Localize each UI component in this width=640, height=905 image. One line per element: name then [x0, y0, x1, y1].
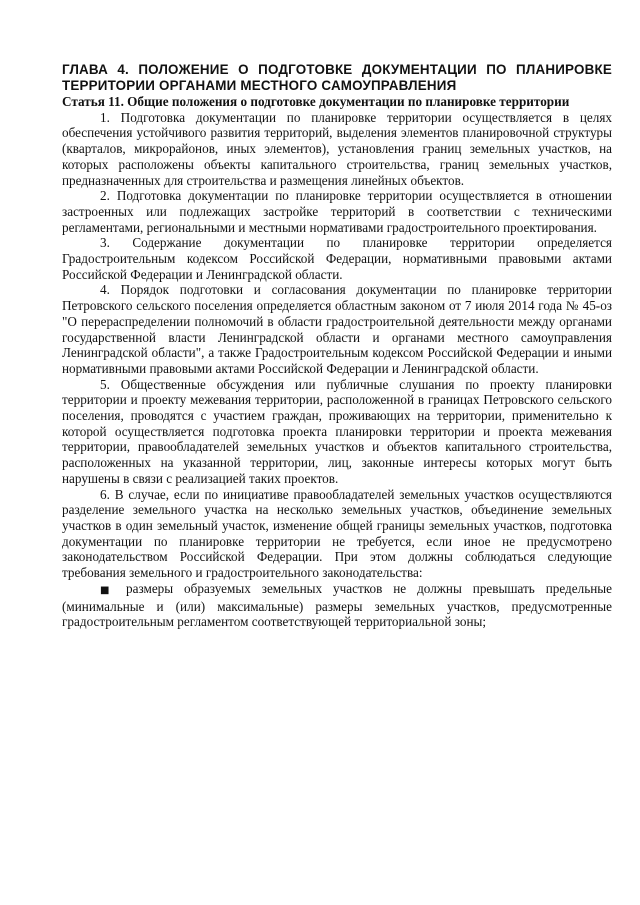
paragraph-5: 5. Общественные обсуждения или публичные слушания по проекту планировки территории и проекту межевания территории, расположенной в границах Петровского сельского поселения, проводятся с участием граждан, проживающих на территории, применительно к которой осуществляется подготовка проекта планировки территории и проекта межевания территории, правообладателей земельных участков и объектов капитального строительства, расположенных на указанной территории, лиц, законные интересы которых могут быть нарушены в связи с реализацией таких проектов.: [62, 376, 612, 486]
paragraph-2: 2. Подготовка документации по планировке территории осуществляется в отношении застроенных или подлежащих застройке территорий в соответствии с техническими регламентами, региональными и местными нормативами градостроительного проектирования.: [62, 188, 612, 235]
bullet-item-1: [62, 581, 612, 630]
paragraph-3: 3. Содержание документации по планировке территории определяется Градостроительным кодексом Российской Федерации, нормативными правовыми актами Российской Федерации и Ленинградской области.: [62, 235, 612, 282]
document-body: [62, 62, 612, 630]
article-title: Статья 11. Общие положения о подготовке документации по планировке территории: [62, 94, 570, 109]
paragraph-4: 4. Порядок подготовки и согласования документации по планировке территории Петровского сельского поселения определяется областным законом от 7 июля 2014 года № 45-оз "О перераспределении полномочий в области градостроительной деятельности между органами государственной власти Ленинградской области и органами местного самоуправления Ленинградской области", а также Градостроительным кодексом Российской Федерации и иными нормативными правовыми актами Российской Федерации и Ленинградской области.: [62, 282, 612, 376]
paragraph-1: 1. Подготовка документации по планировке территории осуществляется в целях обеспечения устойчивого развития территорий, выделения элементов планировочной структуры (кварталов, микрорайонов, иных элементов), установления границ земельных участков, на которых расположены объекты капитального строительства, границ земельных участков, предназначенных для строительства и размещения линейных объектов.: [62, 109, 612, 188]
chapter-title: ГЛАВА 4. ПОЛОЖЕНИЕ О ПОДГОТОВКЕ ДОКУМЕНТАЦИИ ПО ПЛАНИРОВКЕ ТЕРРИТОРИИ ОРГАНАМИ МЕСТНОГО САМОУПРАВЛЕНИЯ: [62, 62, 612, 93]
paragraph-6: 6. В случае, если по инициативе правообладателей земельных участков осуществляются разделение земельного участка на несколько земельных участков, объединение земельных участков в один земельный участок, изменение общей границы земельных участков, подготовка документации по планировке территории не требуется, если иное не предусмотрено законодательством Российской Федерации. При этом должны соблюдаться следующие требования земельного и градостроительного законодательства:: [62, 486, 612, 581]
bullet-text: размеры образуемых земельных участков не должны превышать предельные (минимальные и (или) максимальные) размеры земельных участков, предусмотренные градостроительным регламентом соответствующей территориальной зоны;: [62, 580, 612, 630]
bullet-square-icon: ■: [100, 584, 110, 596]
